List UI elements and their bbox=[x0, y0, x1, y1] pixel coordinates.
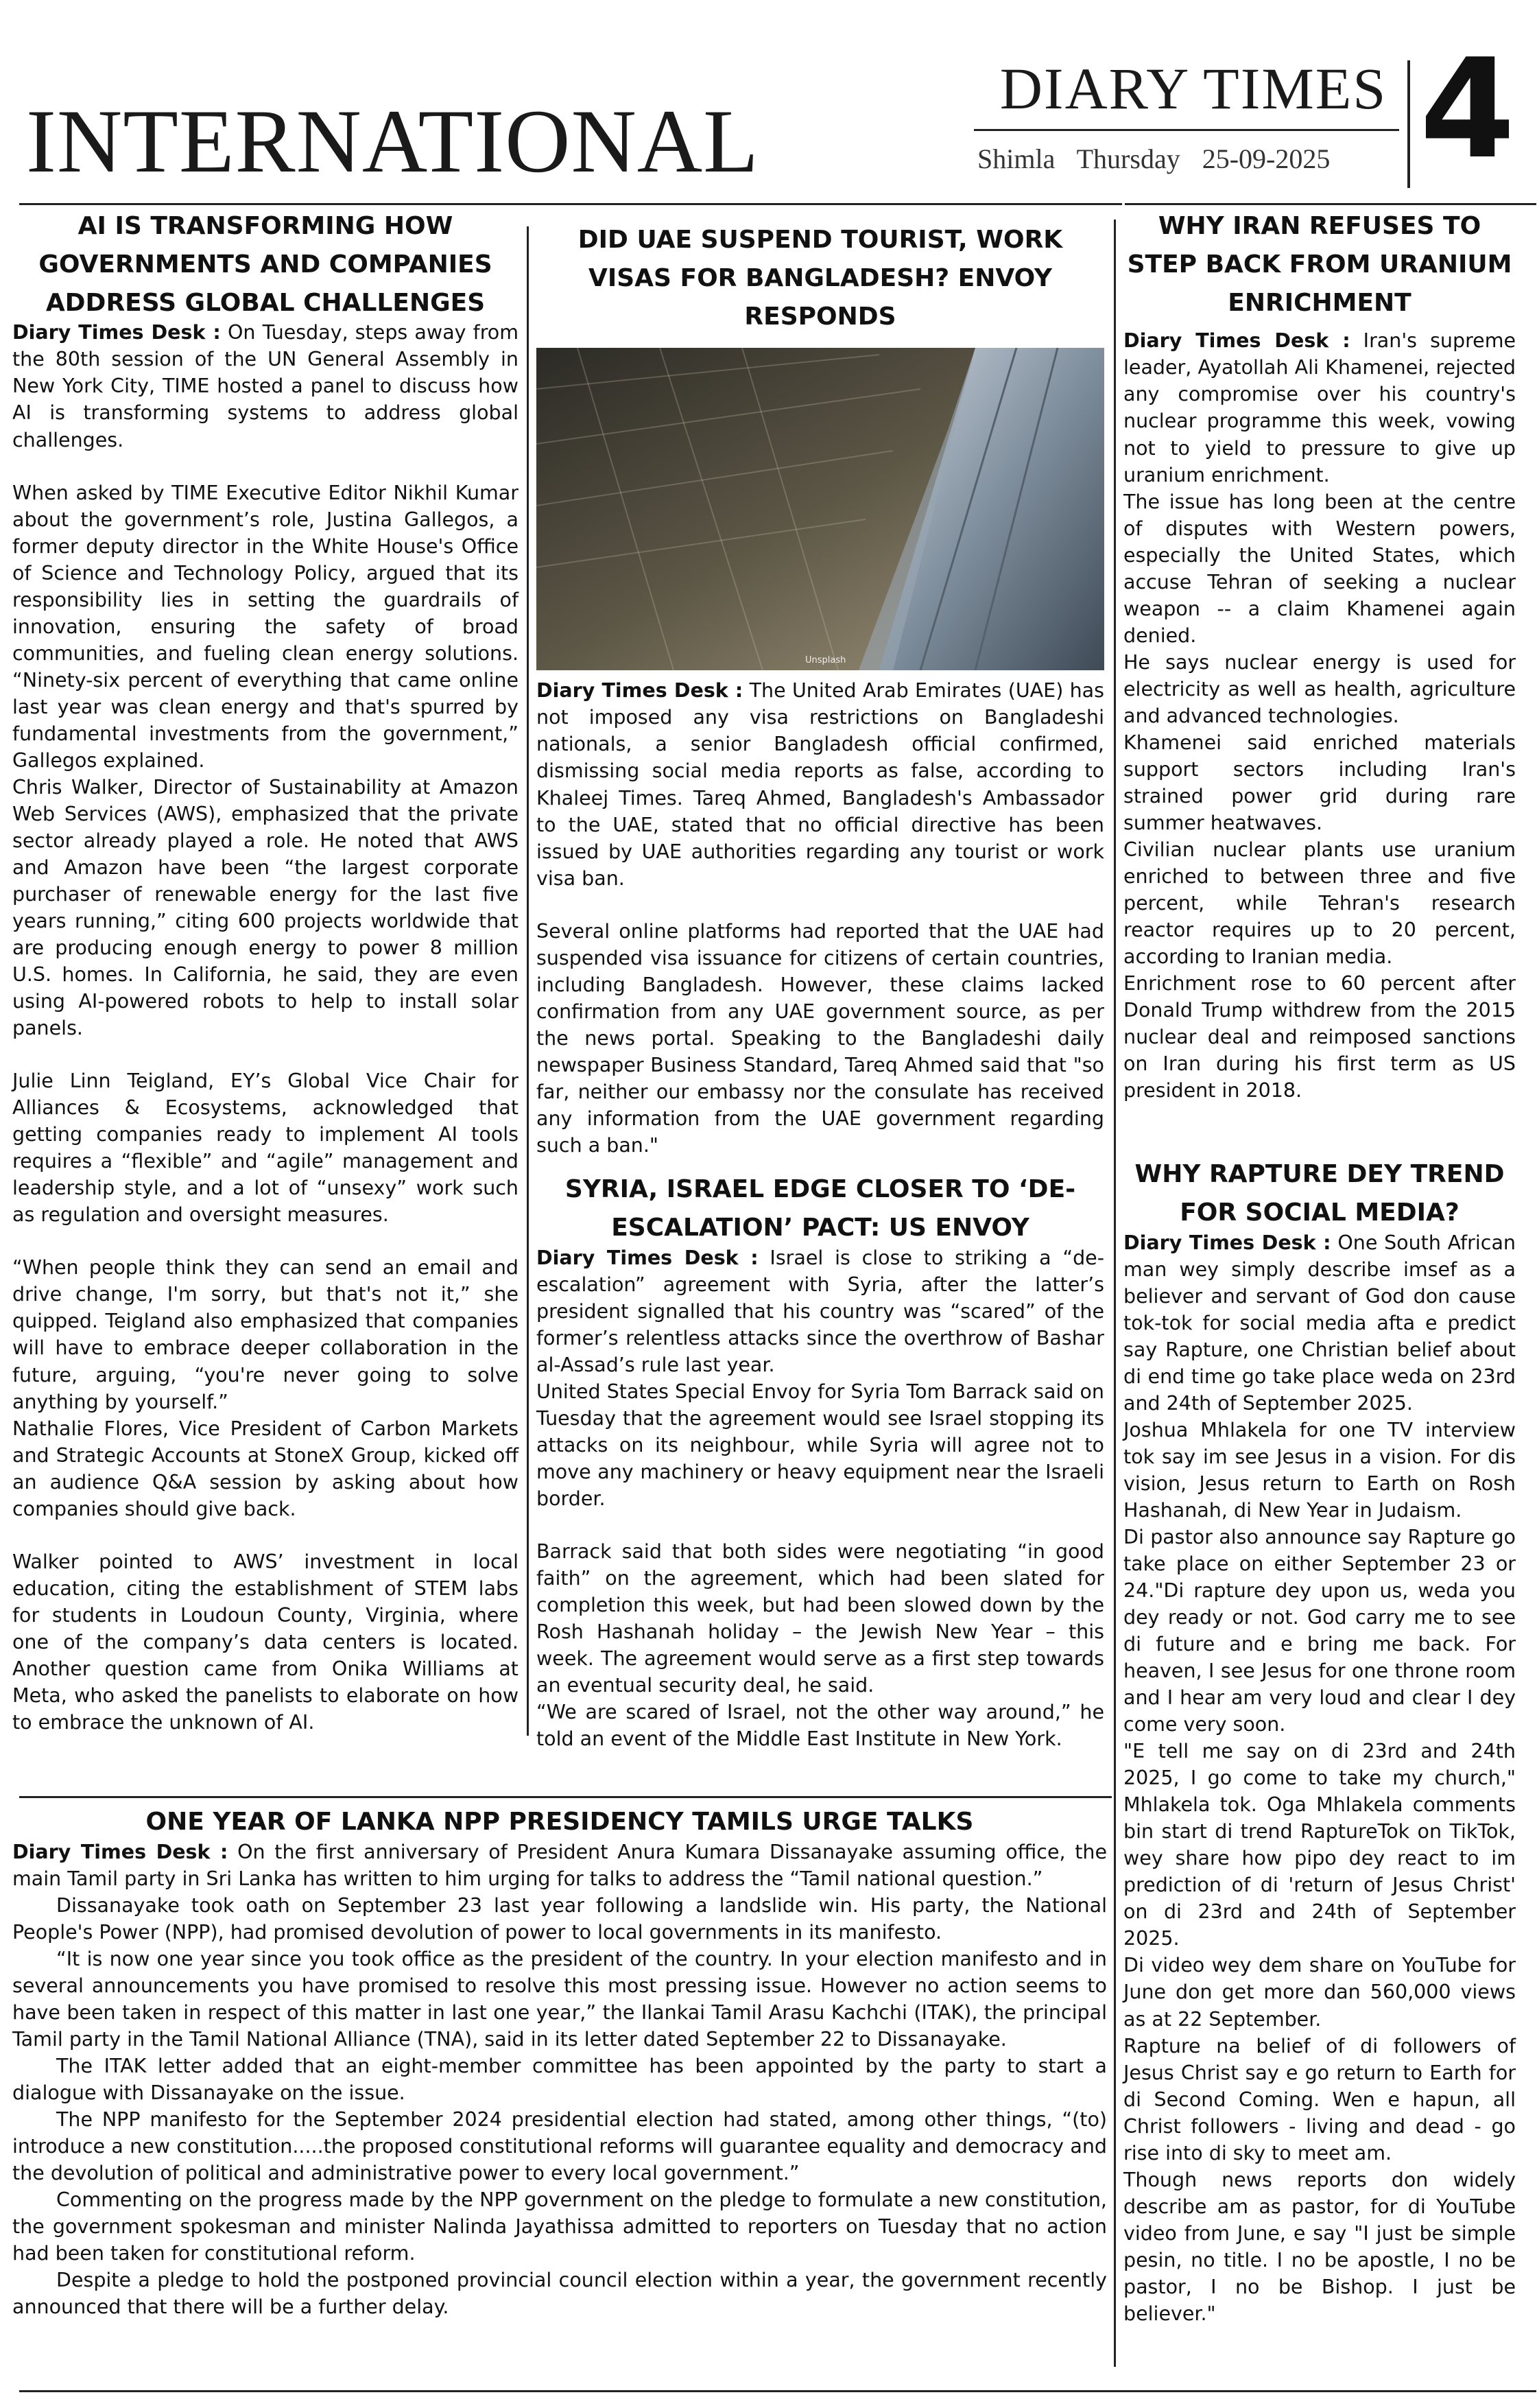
article-rapture-p7: Though news reports don widely describe am as pastor, for di YouTube video from June, e say "I just be simple pesin, no title. I no be apostle, I no be pastor, I no be Bishop. I just be believer." bbox=[1123, 2168, 1516, 2325]
section-title: INTERNATIONAL bbox=[26, 91, 759, 191]
photo-credit: Unsplash bbox=[805, 655, 846, 666]
article-iran-p4: Khamenei said enriched materials support sectors including Iran's strained power grid during rare summer heatwaves. bbox=[1123, 731, 1516, 834]
article-ai-p7: Walker pointed to AWS’ investment in local education, citing the establishment of STEM labs for students in Loudoun County, Virginia, where one of the company’s data centers is located. Another question came from Onika Williams at Meta, who asked the panelists to elaborate on how to embrace the unknown of AI. bbox=[12, 1550, 519, 1734]
article-rapture bbox=[1123, 1155, 1516, 2327]
article-syria-p2: United States Special Envoy for Syria Tom Barrack said on Tuesday that the agreement would see Israel stopping its attacks on its neighbour, while Syria will agree not to move any machinery or heavy equipment near the Israeli border. bbox=[536, 1380, 1104, 1510]
article-iran-p6: Enrichment rose to 60 percent after Donald Trump withdrew from the 2015 nuclear deal and reimposed sanctions on Iran during his first term as US president in 2018. bbox=[1123, 972, 1516, 1102]
article-syria-desk: Diary Times Desk : bbox=[536, 1246, 759, 1269]
article-lanka-desk: Diary Times Desk : bbox=[12, 1840, 228, 1863]
page-number: 4 bbox=[1420, 29, 1516, 189]
article-ai-p2: When asked by TIME Executive Editor Nikhil Kumar about the government’s role, Justina Gallegos, a former deputy director in the White House's Office of Science and Technology Policy, argued that its responsibility lies in setting the guardrails of innovation, ensuring the safety of broad communities, and fueling clean energy solutions. “Ninety-six percent of everything that came online last year was clean energy and that's spurred by fundamental investments from the government,” Gallegos explained. bbox=[12, 481, 519, 772]
article-lanka-p4: The ITAK letter added that an eight-member committee has been appointed by the party to start a dialogue with Dissanayake on the issue. bbox=[12, 2055, 1107, 2105]
masthead: DIARY TIMES bbox=[999, 56, 1387, 121]
dateline-date: 25-09-2025 bbox=[1202, 143, 1331, 174]
article-syria-p3: Barrack said that both sides were negotiating “in good faith” on the agreement, which had been slated for completion this week, but had been slowed down by the Rosh Hashanah holiday – the Jewish New Year – this week. The agreement would serve as a first step towards an eventual security deal, he said. bbox=[536, 1539, 1104, 1697]
article-ai-p6: Nathalie Flores, Vice President of Carbon Markets and Strategic Accounts at StoneX Group, kicked off an audience Q&A session by asking about how companies should give back. bbox=[12, 1417, 519, 1520]
article-rapture-body bbox=[1123, 1229, 1516, 2327]
article-uae bbox=[536, 221, 1104, 1159]
article-rapture-p5: Di video wey dem share on YouTube for June don get more dan 560,000 views as at 22 September. bbox=[1123, 1954, 1516, 2031]
article-ai-p4: Julie Linn Teigland, EY’s Global Vice Chair for Alliances & Ecosystems, acknowledged that getting companies ready to implement AI tools requires a “flexible” and “agile” management and leadership style, and a lot of “unsexy” work such as regulation and oversight measures. bbox=[12, 1070, 519, 1227]
article-rapture-p1: One South African man wey simply describe imsef as a believer and servant of God don cause tok-tok for social media afta e predict say Rapture, one Christian belief about di end time go take place weda on 23rd and 24th of September 2025. bbox=[1123, 1231, 1516, 1415]
article-lanka-p3: “It is now one year since you took office as the president of the country. In your election manifesto and in several announcements you have promised to resolve this most pressing issue. However no action seems to have been taken in respect of this matter in last one year,” the Ilankai Tamil Arasu Kachchi (ITAK), the principal Tamil party in the Tamil National Alliance (TNA), said in its letter dated September 22 to Dissanayake. bbox=[12, 1947, 1107, 2051]
article-uae-desk: Diary Times Desk : bbox=[536, 679, 743, 703]
article-uae-p2: Several online platforms had reported that the UAE had suspended visa issuance for citizens of certain countries, including Bangladesh. However, these claims lacked confirmation from any UAE government source, as per the news portal. Speaking to the Bangladeshi daily newspaper Business Standard, Tareq Ahmed said that "so far, neither our embassy nor the consulate has received any information from the UAE government regarding such a ban." bbox=[536, 919, 1104, 1157]
article-rapture-desk: Diary Times Desk : bbox=[1123, 1231, 1331, 1254]
article-rapture-p4: "E tell me say on di 23rd and 24th 2025, I go come to take my church," Mhlakela tok. Oga Mhlakela comments bin start di trend RaptureTok on TikTok, wey share how pipo dey react to im prediction of di 'return of Jesus Christ' on di 23rd and 24th of September 2025. bbox=[1123, 1740, 1516, 1950]
article-rapture-p3: Di pastor also announce say Rapture go take place on either September 23 or 24."Di rapture dey upon us, weda you dey ready or not. God carry me to see di future and e bring me back. For heaven, I see Jesus for one throne room and I hear am very loud and clear I dey come very soon. bbox=[1123, 1525, 1516, 1736]
article-lanka bbox=[12, 1803, 1107, 2320]
article-iran-body bbox=[1123, 327, 1516, 1104]
article-iran-headline: WHY IRAN REFUSES TO STEP BACK FROM URANIUM ENRICHMENT bbox=[1127, 212, 1512, 317]
article-rapture-p2: Joshua Mhlakela for one TV interview tok say im see Jesus in a vision. For dis vision, Jesus return to Earth on Rosh Hashanah, di New Year in Judaism. bbox=[1123, 1418, 1516, 1522]
article-iran-p3: He says nuclear energy is used for electricity as well as health, agriculture and advanced technologies. bbox=[1123, 650, 1516, 727]
article-syria-p1: Israel is close to striking a “de-escalation” agreement with Syria, after the latter’s president signalled that his country was “scared” of the former’s relentless attacks since the overthrow of Bashar al-Assad’s rule last year. bbox=[536, 1246, 1105, 1376]
article-iran-p2: The issue has long been at the centre of disputes with Western powers, especially the United States, which accuse Tehran of seeking a nuclear weapon -- a claim Khamenei again denied. bbox=[1123, 490, 1516, 647]
dateline bbox=[977, 143, 1345, 175]
article-ai-p1: On Tuesday, steps away from the 80th session of the UN General Assembly in New York City, TIME hosted a panel to discuss how AI is transforming systems to address global challenges. bbox=[12, 321, 519, 451]
article-ai-headline: AI IS TRANSFORMING HOW GOVERNMENTS AND COMPANIES ADDRESS GLOBAL CHALLENGES bbox=[38, 212, 492, 317]
article-lanka-headline: ONE YEAR OF LANKA NPP PRESIDENCY TAMILS URGE TALKS bbox=[145, 1808, 974, 1836]
article-rapture-p6: Rapture na belief of di followers of Jesus Christ say e go return to Earth for di Second Coming. Wen e hapun, all Christ followers - living and dead - go rise into di sky to meet am. bbox=[1123, 2034, 1516, 2164]
column-divider-2 bbox=[1114, 220, 1116, 2367]
article-syria-body bbox=[536, 1244, 1104, 1753]
article-uae-body bbox=[536, 677, 1104, 1159]
top-rule-right bbox=[1125, 203, 1536, 205]
article-ai-p5: “When people think they can send an email and drive change, I'm sorry, but that's not it,” she quipped. Teigland also emphasized that companies will have to embrace deeper collaboration in the future, arguing, “you're never going to solve anything by yourself.” bbox=[12, 1256, 519, 1413]
airplane-wing-icon bbox=[536, 348, 1104, 670]
lanka-top-rule bbox=[19, 1796, 1112, 1798]
article-ai bbox=[12, 207, 519, 1736]
page-number-divider bbox=[1407, 60, 1410, 188]
column-divider-1 bbox=[527, 226, 529, 1736]
dateline-city: Shimla bbox=[977, 143, 1056, 174]
article-uae-p1: The United Arab Emirates (UAE) has not imposed any visa restrictions on Bangladeshi nationals, a senior Bangladesh official confirmed, dismissing social media reports as false, according to Khaleej Times. Tareq Ahmed, Bangladesh's Ambassador to the UAE, stated that no official directive has been issued by UAE authorities regarding any tourist or work visa ban. bbox=[536, 679, 1104, 890]
article-iran-p5: Civilian nuclear plants use uranium enriched to between three and five percent, while Tehran's research reactor requires up to 20 percent, according to Iranian media. bbox=[1123, 838, 1516, 969]
article-lanka-p5: The NPP manifesto for the September 2024 presidential election had stated, among other things, “(to) introduce a new constitution.....the proposed constitutional reforms will guarantee equality and democracy and the devolution of political and administrative power to every local government.” bbox=[12, 2108, 1107, 2185]
article-iran-desk: Diary Times Desk : bbox=[1123, 329, 1350, 353]
article-iran bbox=[1123, 207, 1516, 1104]
article-lanka-body bbox=[12, 1839, 1107, 2321]
dateline-day: Thursday bbox=[1076, 143, 1180, 174]
article-lanka-p1: On the first anniversary of President Anura Kumara Dissanayake assuming office, the main Tamil party in Sri Lanka has written to him urging for talks to address the “Tamil national question.” bbox=[12, 1840, 1107, 1890]
article-lanka-p7: Despite a pledge to hold the postponed provincial council election within a year, the government recently announced that there will be a further delay. bbox=[12, 2269, 1107, 2319]
article-syria bbox=[536, 1170, 1104, 1752]
article-uae-photo bbox=[536, 348, 1104, 670]
bottom-rule bbox=[19, 2390, 1536, 2392]
article-uae-headline: DID UAE SUSPEND TOURIST, WORK VISAS FOR BANGLADESH? ENVOY RESPONDS bbox=[577, 226, 1063, 331]
masthead-rule bbox=[974, 129, 1399, 131]
article-rapture-headline: WHY RAPTURE DEY TREND FOR SOCIAL MEDIA? bbox=[1134, 1160, 1505, 1227]
article-ai-p3: Chris Walker, Director of Sustainability at Amazon Web Services (AWS), emphasized that the private sector already played a role. He noted that AWS and Amazon have been “the largest corporate purchaser of renewable energy for the last five years running,” citing 600 projects worldwide that are producing enough energy to power 8 million U.S. homes. In California, he said, they are even using AI-powered robots to help to install solar panels. bbox=[12, 775, 519, 1040]
article-iran-p1: Iran's supreme leader, Ayatollah Ali Khamenei, rejected any compromise over his country's nuclear programme this week, vowing not to yield to pressure to give up uranium enrichment. bbox=[1123, 329, 1516, 486]
top-rule-left bbox=[19, 203, 1122, 205]
article-syria-headline: SYRIA, ISRAEL EDGE CLOSER TO ‘DE-ESCALATION’ PACT: US ENVOY bbox=[564, 1175, 1076, 1242]
article-lanka-p2: Dissanayake took oath on September 23 last year following a landslide win. His party, the National People's Power (NPP), had promised devolution of power to local governments in its manifesto. bbox=[12, 1893, 1107, 1944]
article-ai-body bbox=[12, 319, 519, 1736]
article-syria-p4: “We are scared of Israel, not the other way around,” he told an event of the Middle East Institute in New York. bbox=[536, 1701, 1104, 1751]
article-ai-desk: Diary Times Desk : bbox=[12, 321, 221, 344]
article-lanka-p6: Commenting on the progress made by the NPP government on the pledge to formulate a new constitution, the government spokesman and minister Nalinda Jayathissa admitted to reporters on Tuesday that no action had been taken for constitutional reform. bbox=[12, 2188, 1107, 2265]
